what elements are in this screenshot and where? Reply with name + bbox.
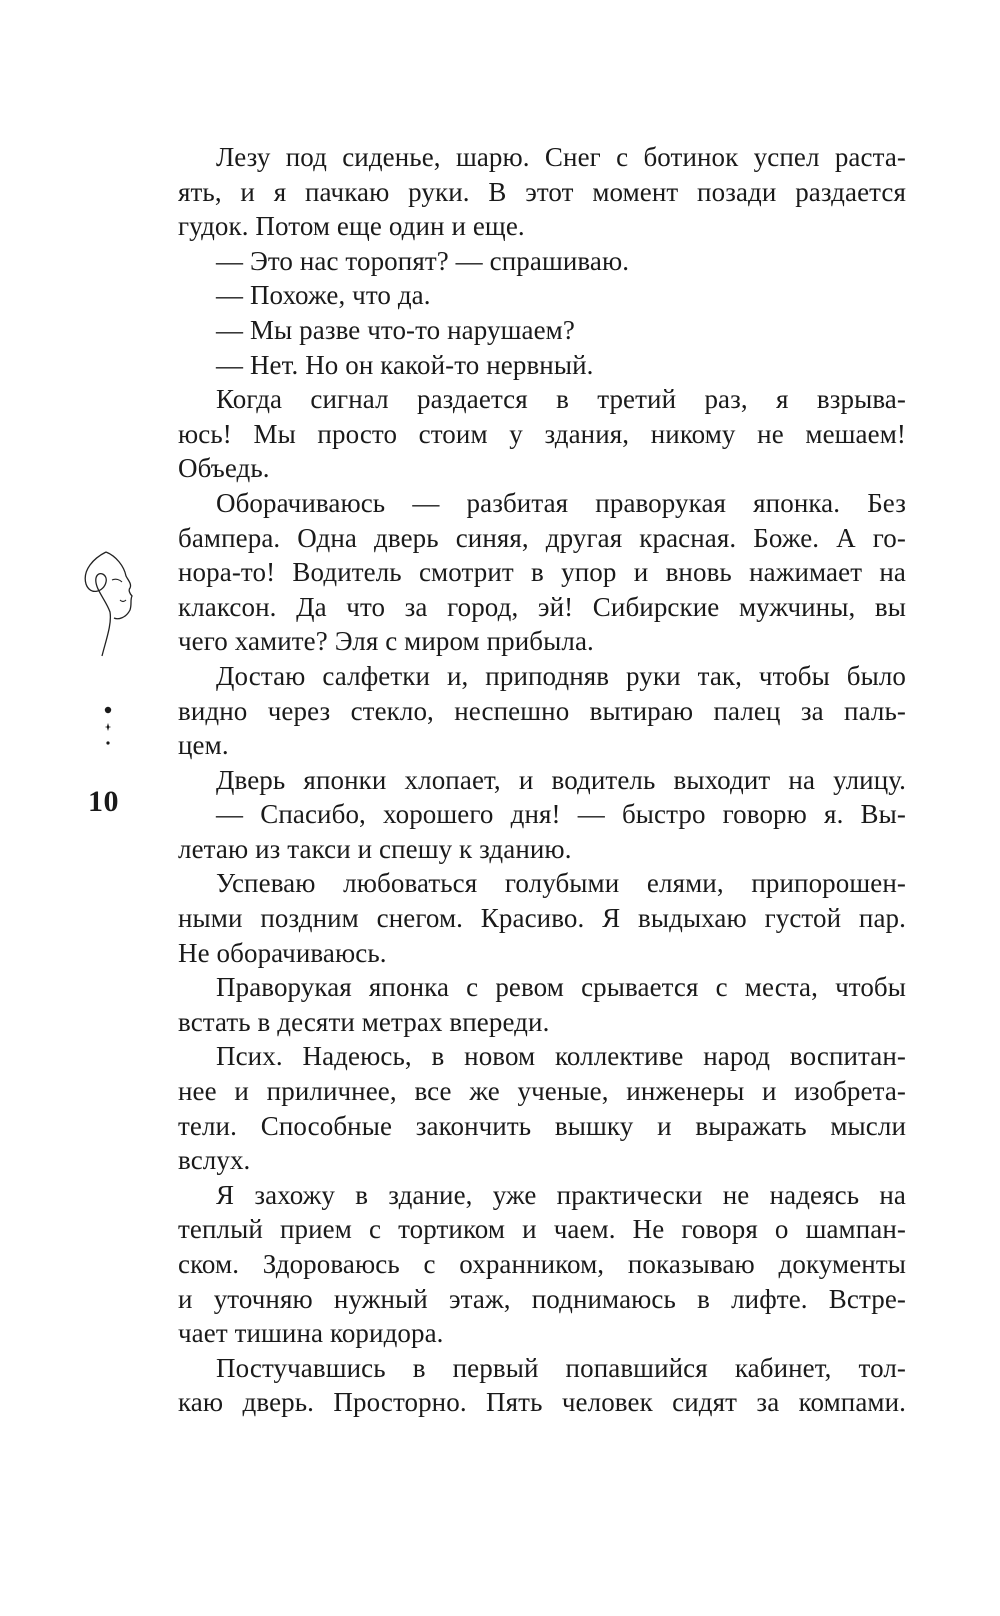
- text-line: ять, и я пачкаю руки. В этот момент позади раздается: [178, 176, 906, 207]
- text-line: бампера. Одна дверь синяя, другая красная. Боже. А го-: [178, 522, 906, 553]
- text-line: Дверь японки хлопает, и водитель выходит на улицу.: [216, 764, 906, 795]
- text-line: тели. Способные закончить вышку и выражать мысли: [178, 1110, 906, 1141]
- text-line: — Похоже, что да.: [216, 280, 431, 311]
- text-line: Я захожу в здание, уже практически не надеясь на: [216, 1179, 906, 1210]
- text-line: и уточняю нужный этаж, поднимаюсь в лифте. Встре-: [178, 1283, 906, 1314]
- body-text: [178, 140, 906, 1420]
- text-line: — Нет. Но он какой-то нервный.: [216, 349, 594, 380]
- text-line: нее и приличнее, все же ученые, инженеры и изобрета-: [178, 1076, 906, 1107]
- text-line: встать в десяти метрах впереди.: [178, 1006, 550, 1037]
- text-line: клаксон. Да что за город, эй! Сибирские мужчины, вы: [178, 591, 906, 622]
- text-line: нора-то! Водитель смотрит в упор и вновь нажимает на: [178, 557, 906, 588]
- text-line: Псих. Надеюсь, в новом коллективе народ воспитан-: [216, 1041, 906, 1072]
- text-line: чего хамите? Эля с миром прибыла.: [178, 626, 594, 657]
- text-line: — Это нас торопят? — спрашиваю.: [216, 245, 630, 276]
- text-line: Постучавшись в первый попавшийся кабинет, тол-: [216, 1352, 906, 1383]
- text-line: Достаю салфетки и, приподняв руки так, чтобы было: [216, 660, 906, 691]
- text-line: ском. Здороваюсь с охранником, показываю документы: [178, 1249, 906, 1279]
- text-line: каю дверь. Просторно. Пять человек сидят за компами.: [178, 1387, 906, 1418]
- text-line: Когда сигнал раздается в третий раз, я взрыва-: [216, 384, 906, 415]
- text-line: ными поздним снегом. Красиво. Я выдыхаю густой пар.: [178, 903, 906, 934]
- text-line: вслух.: [178, 1145, 251, 1176]
- text-line: Успеваю любоваться голубыми елями, припорошен-: [216, 868, 906, 899]
- text-line: чает тишина коридора.: [178, 1318, 444, 1349]
- text-line: Лезу под сиденье, шарю. Снег с ботинок успел раста-: [216, 142, 906, 172]
- text-line: Объедь.: [178, 453, 270, 484]
- text-line: цем.: [178, 730, 229, 761]
- text-line: Оборачиваюсь — разбитая праворукая японка. Без: [216, 487, 906, 518]
- face-line-art-icon: [76, 540, 156, 660]
- text-line: теплый прием с тортиком и чаем. Не говоря о шампан-: [178, 1214, 906, 1245]
- page-number: 10: [88, 785, 119, 818]
- text-line: — Спасибо, хорошего дня! — быстро говорю я. Вы-: [216, 799, 906, 830]
- text-line: летаю из такси и спешу к зданию.: [178, 833, 572, 864]
- text-line: видно через стекло, неспешно вытираю палец за паль-: [178, 695, 906, 726]
- text-line: Праворукая японка с ревом срывается с места, чтобы: [216, 972, 906, 1003]
- text-line: гудок. Потом еще один и еще.: [178, 211, 525, 242]
- text-line: Не оборачиваюсь.: [178, 937, 387, 968]
- text-line: — Мы разве что-то нарушаем?: [216, 314, 575, 345]
- text-line: юсь! Мы просто стоим у здания, никому не мешаем!: [178, 418, 906, 449]
- decorative-dots-icon: [98, 705, 118, 755]
